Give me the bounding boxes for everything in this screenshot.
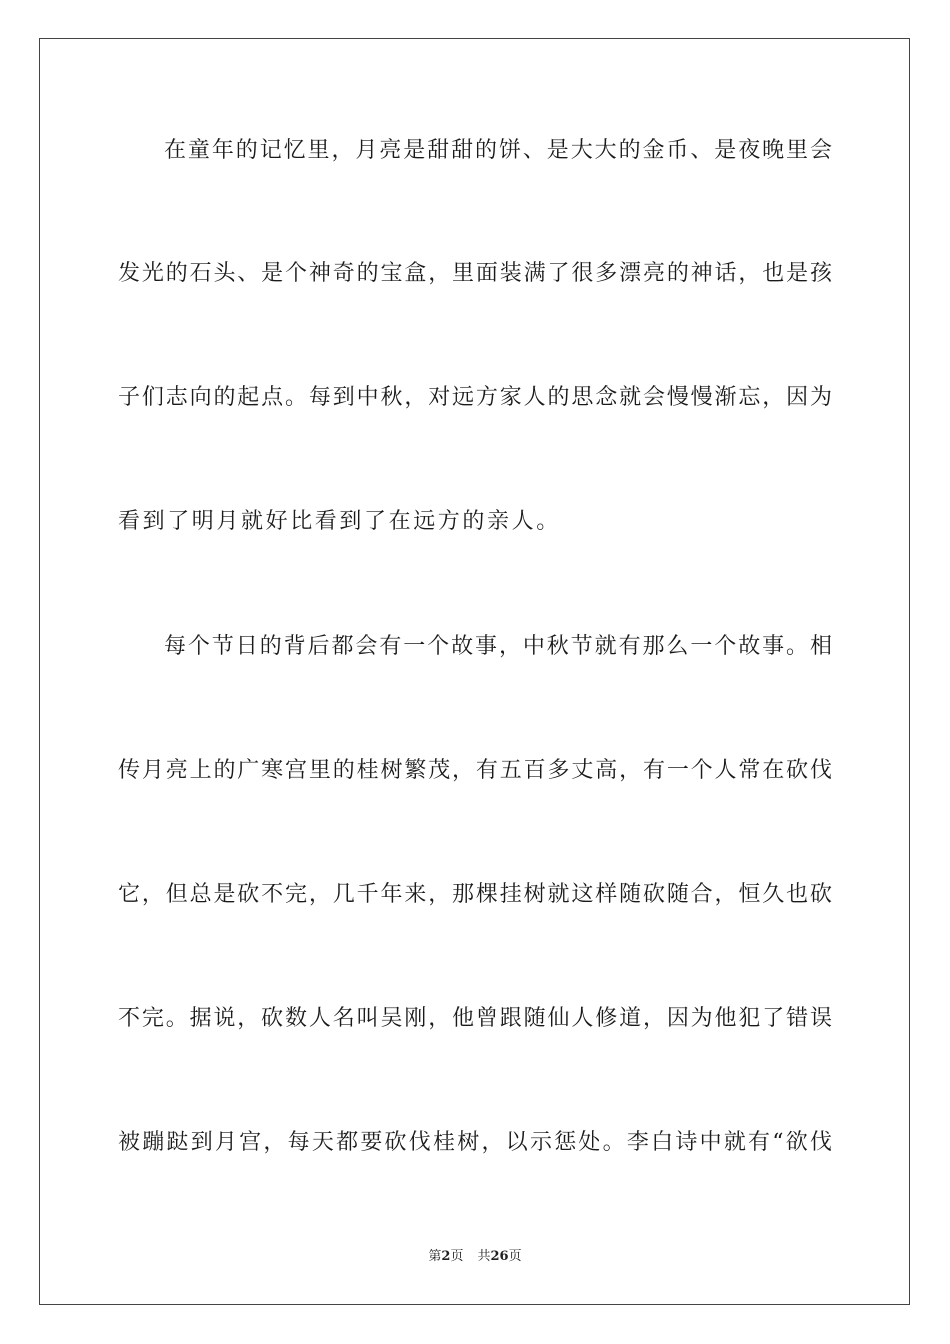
text-line: 看到了明月就好比看到了在远方的亲人。 bbox=[118, 509, 561, 534]
text-line: 被蹦跶到月宫，每天都要砍伐桂树，以示惩处。李白诗中就有“欲伐 bbox=[118, 1130, 832, 1155]
page-suffix: 页 bbox=[450, 1249, 464, 1264]
page-footer bbox=[0, 1248, 950, 1266]
text-line: 传月亮上的广寒宫里的桂树繁茂，有五百多丈高，有一个人常在砍伐 bbox=[118, 758, 832, 783]
text-line: 每个节日的背后都会有一个故事，中秋节就有那么一个故事。相 bbox=[164, 634, 832, 659]
text-line: 在童年的记忆里，月亮是甜甜的饼、是大大的金币、是夜晚里会 bbox=[164, 138, 832, 163]
page-prefix: 第 bbox=[428, 1249, 442, 1264]
page-border bbox=[39, 38, 910, 1305]
text-line: 子们志向的起点。每到中秋，对远方家人的思念就会慢慢渐忘，因为 bbox=[118, 385, 832, 410]
page-number: 2 bbox=[441, 1249, 451, 1264]
text-line: 发光的石头、是个神奇的宝盒，里面装满了很多漂亮的神话，也是孩 bbox=[118, 261, 832, 286]
text-line: 它，但总是砍不完，几千年来，那棵挂树就这样随砍随合，恒久也砍 bbox=[118, 882, 832, 907]
total-suffix: 页 bbox=[508, 1249, 522, 1264]
text-line: 不完。据说，砍数人名叫吴刚，他曾跟随仙人修道，因为他犯了错误 bbox=[118, 1006, 832, 1031]
total-pages: 26 bbox=[490, 1249, 509, 1264]
total-prefix: 共 bbox=[477, 1249, 491, 1264]
